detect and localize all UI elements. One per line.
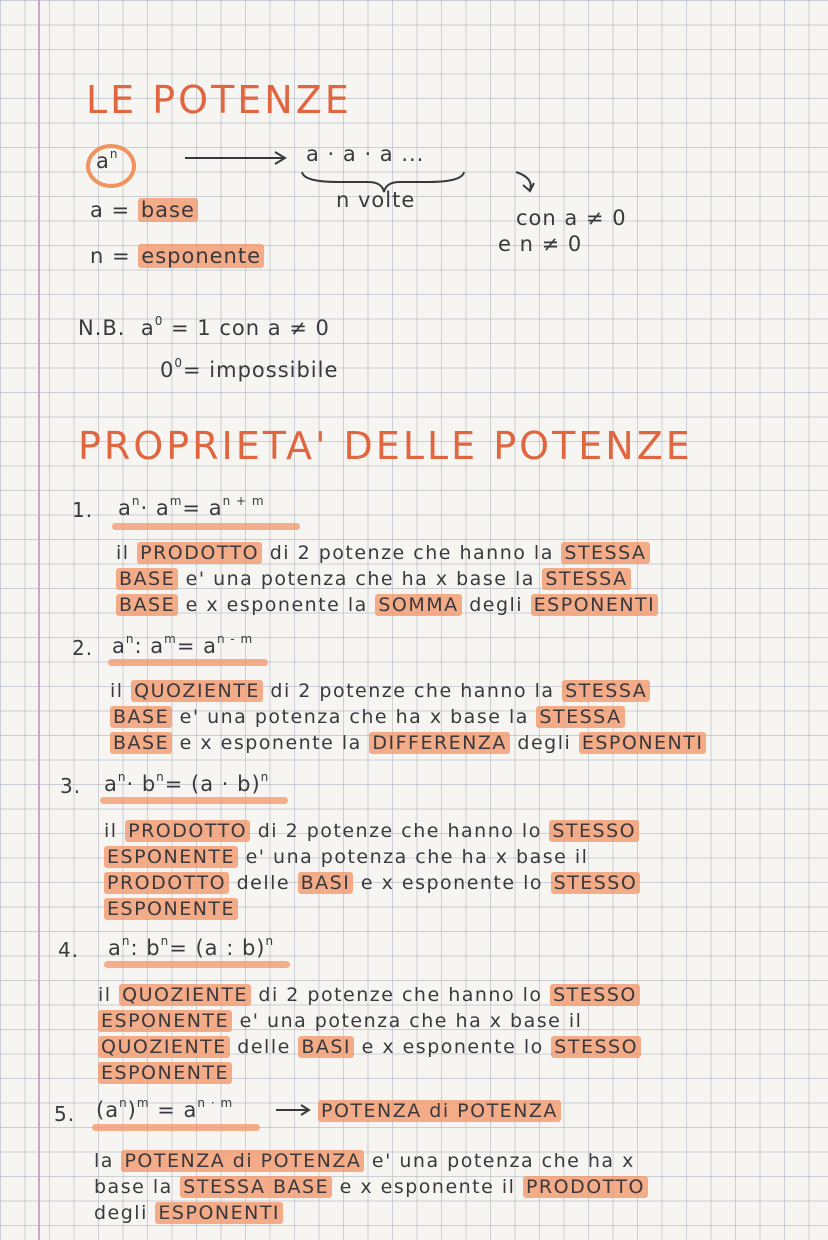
formula-underline xyxy=(112,523,300,530)
section-title: PROPRIETA' DELLE POTENZE xyxy=(78,424,693,468)
condition-a: con a ≠ 0 xyxy=(516,206,627,230)
property-formula-2: $a^n$: $a^m= a^{n - m}$ xyxy=(112,632,254,658)
property-number-4: 4. xyxy=(58,938,80,962)
note-zero-exponent: N.B. $a^0 = 1$ con a ≠ 0 xyxy=(78,314,330,340)
exponent-definition: n = esponente xyxy=(90,244,264,268)
property-number-1: 1. xyxy=(72,498,94,522)
page-title: LE POTENZE xyxy=(86,78,352,122)
property-description-1: il PRODOTTO di 2 potenze che hanno la STESSA BASE e' una potenza che ha x base la STESSA BASE e x esponente la SOMMA degli ESPONENTI xyxy=(116,540,658,618)
product-expansion: a · a · a ... xyxy=(306,142,425,166)
property-formula-4: $a^n$: $b^n= (a$ : b)$^n$ xyxy=(108,934,275,960)
arrow-right-icon xyxy=(183,148,293,168)
property-description-2: il QUOZIENTE di 2 potenze che hanno la STESSA BASE e' una potenza che ha x base la STESSA BASE e x esponente la DIFFERENZA degli ESPONENTI xyxy=(110,678,706,756)
note-zero-zero: $0^0=$ impossibile xyxy=(160,356,339,382)
notebook-margin-line xyxy=(38,0,40,1240)
property-formula-3: $a^n\cdot b^n= (a \cdot b)^n$ xyxy=(104,770,270,796)
property-number-2: 2. xyxy=(72,636,94,660)
property-description-5: la POTENZA di POTENZA e' una potenza che ha x base la STESSA BASE e x esponente il PRODOTTO degli ESPONENTI xyxy=(94,1148,648,1226)
power-symbol: $a^n$ xyxy=(96,147,119,173)
n-times-label: n volte xyxy=(336,188,416,212)
formula-underline xyxy=(104,961,290,968)
condition-n: e n ≠ 0 xyxy=(498,232,583,256)
property-description-3: il PRODOTTO di 2 potenze che hanno lo STESSO ESPONENTE e' una potenza che ha x base il PRODOTTO delle BASI e x esponente lo STESSO ESPONENTE xyxy=(104,818,640,922)
property-number-3: 3. xyxy=(60,774,82,798)
formula-underline xyxy=(100,797,288,804)
property-description-4: il QUOZIENTE di 2 potenze che hanno lo STESSO ESPONENTE e' una potenza che ha x base il QUOZIENTE delle BASI e x esponente lo STESSO ESPONENTE xyxy=(98,982,641,1086)
base-definition: a = base xyxy=(90,198,198,222)
property-number-5: 5. xyxy=(54,1102,76,1126)
property-formula-1: $a^n\cdot a^m= a^{n + m}$ xyxy=(118,494,265,520)
arrow-right-icon xyxy=(274,1102,314,1118)
formula-underline xyxy=(108,659,268,666)
property-formula-5: $(a^n)^m = a^{n \cdot m}$ xyxy=(96,1096,234,1122)
property-name-5: POTENZA di POTENZA xyxy=(318,1098,561,1124)
formula-underline xyxy=(92,1124,260,1131)
arrow-down-right-icon xyxy=(510,168,540,194)
